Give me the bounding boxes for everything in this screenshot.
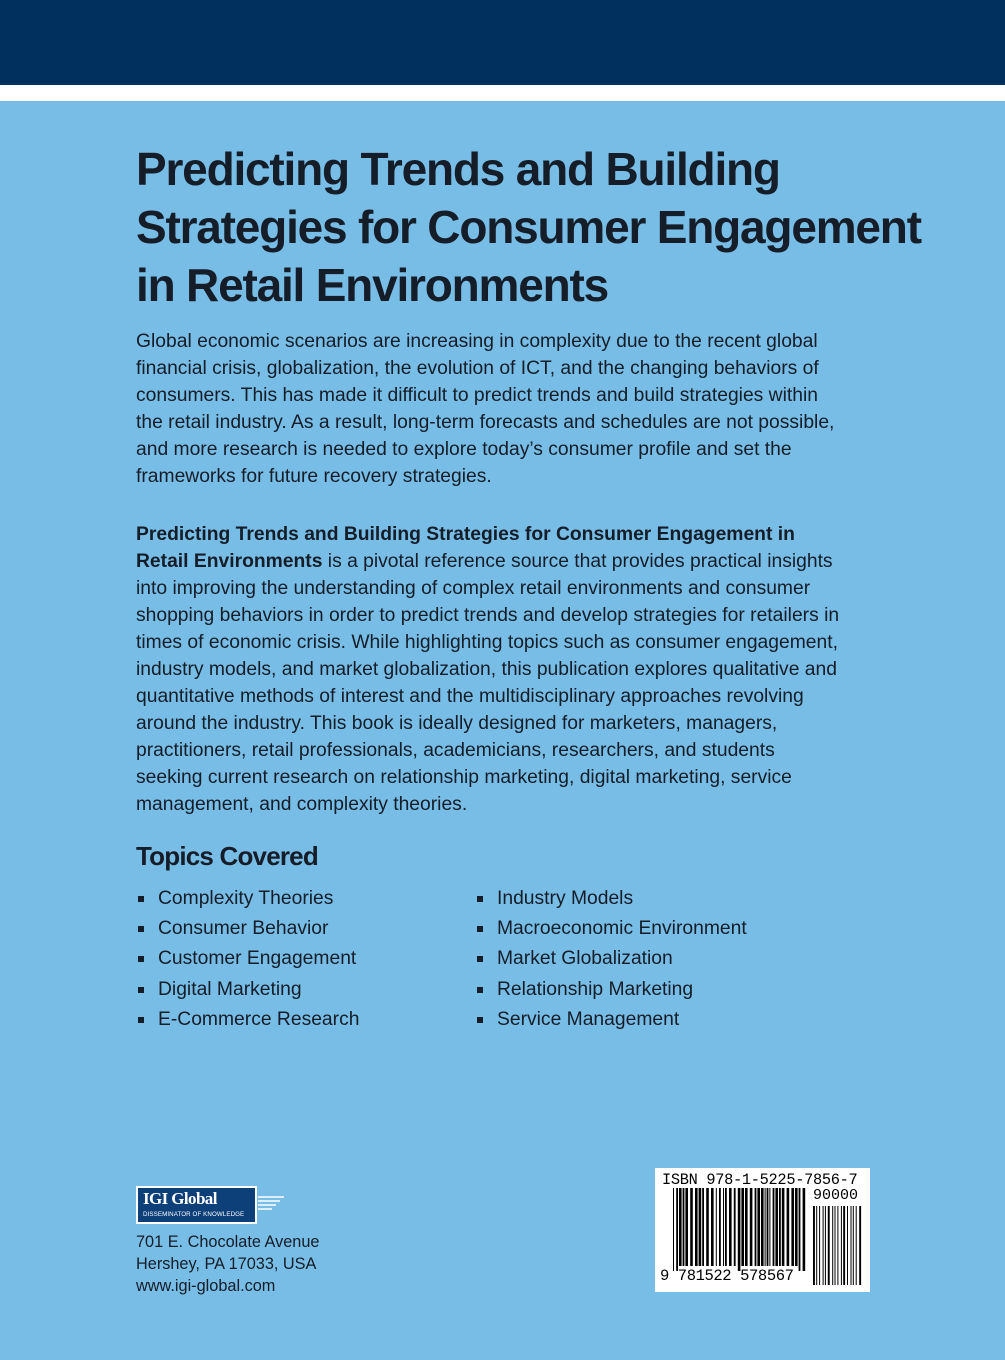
barcode-bar	[729, 1188, 732, 1266]
barcode-bar	[723, 1188, 724, 1266]
price-addon: 90000	[813, 1187, 859, 1204]
description-line: seeking current research on relationship marketing, digital marketing, service	[136, 767, 792, 788]
barcode-bar	[773, 1188, 775, 1266]
square-bullet-icon	[138, 926, 144, 932]
barcode-bar	[835, 1206, 836, 1285]
barcode-bar	[843, 1206, 845, 1285]
intro-line: and more research is needed to explore today’s consumer profile and set the	[136, 439, 792, 460]
topic-label: Industry Models	[497, 888, 634, 909]
barcode-bar	[757, 1188, 760, 1266]
description-line: times of economic crisis. While highlighting topics such as consumer engagement,	[136, 632, 838, 653]
square-bullet-icon	[477, 987, 483, 993]
ean-digits: 9 781522 578567	[660, 1267, 794, 1285]
square-bullet-icon	[477, 956, 483, 962]
barcode-bar	[683, 1188, 685, 1266]
barcode-bar	[673, 1188, 674, 1271]
description-line	[136, 548, 881, 575]
description-line: practitioners, retail professionals, academicians, researchers, and students	[136, 740, 775, 761]
barcode-bar	[755, 1188, 757, 1266]
barcode-bar	[685, 1188, 688, 1266]
barcode-bar	[841, 1206, 842, 1285]
topic-label: E-Commerce Research	[158, 1008, 360, 1030]
address-line: 701 E. Chocolate Avenue	[136, 1233, 320, 1251]
topic-item	[475, 975, 747, 1005]
intro-line: consumers. This has made it difficult to predict trends and build strategies within	[136, 385, 818, 406]
book-title-inline: Retail Environments	[136, 551, 323, 572]
barcode-bar	[819, 1206, 820, 1285]
description-line: industry models, and market globalization, this publication explores qualitative and	[136, 659, 837, 680]
square-bullet-icon	[477, 896, 483, 902]
barcode-bar	[734, 1188, 736, 1266]
barcode-bar	[738, 1188, 741, 1271]
barcode-bar	[799, 1188, 801, 1271]
square-bullet-icon	[138, 987, 144, 993]
logo-tagline: DISSEMINATOR OF KNOWLEDGE	[143, 1211, 245, 1218]
logo-swoosh-icon	[258, 1195, 286, 1217]
barcode-bar	[791, 1188, 794, 1266]
barcode-bar	[813, 1206, 815, 1285]
barcode-bar	[825, 1206, 826, 1285]
barcode-bar	[837, 1206, 838, 1285]
topic-item	[136, 944, 359, 974]
topic-label: Market Globalization	[497, 948, 673, 970]
description-paragraph	[136, 521, 881, 818]
barcode-bar	[699, 1188, 702, 1266]
white-divider-stripe	[0, 85, 1005, 101]
topic-item	[475, 884, 747, 914]
intro-paragraph	[136, 328, 881, 490]
barcode-bar	[761, 1188, 764, 1266]
barcode-bar	[832, 1206, 833, 1285]
description-text: is a pivotal reference source that provides practical insights	[322, 551, 833, 572]
title-line: Predicting Trends and Building	[136, 143, 780, 195]
barcode-bar	[803, 1188, 806, 1271]
topic-label: Relationship Marketing	[497, 978, 694, 1000]
website-link[interactable]: www.igi-global.com	[136, 1277, 276, 1295]
title-line: Strategies for Consumer Engagement	[136, 201, 921, 253]
barcode-bar	[856, 1206, 857, 1285]
isbn-barcode	[655, 1168, 870, 1292]
barcode-bar	[676, 1188, 678, 1271]
barcode-bar	[690, 1188, 693, 1266]
barcode-bar	[769, 1188, 770, 1266]
logo-name: IGI Global	[143, 1189, 217, 1208]
intro-line: Global economic scenarios are increasing in complexity due to the recent global	[136, 331, 818, 352]
topic-item	[136, 884, 359, 914]
barcode-bar	[719, 1188, 721, 1266]
description-line: management, and complexity theories.	[136, 794, 468, 815]
intro-line: the retail industry. As a result, long-term forecasts and schedules are not possible,	[136, 412, 835, 433]
barcode-bar	[775, 1188, 778, 1266]
top-color-band	[0, 0, 1005, 85]
topic-item	[475, 944, 747, 974]
igi-global-logo	[136, 1186, 257, 1224]
topic-item	[136, 914, 359, 944]
topic-label: Complexity Theories	[158, 888, 334, 909]
barcode-bar	[716, 1188, 717, 1266]
topics-list-right	[475, 884, 747, 1035]
topics-list-left	[136, 884, 359, 1035]
description-line	[136, 521, 881, 548]
barcode-bar	[745, 1188, 748, 1266]
title-line: in Retail Environments	[136, 259, 609, 311]
barcode-bar	[859, 1206, 861, 1285]
barcode-bar	[847, 1206, 848, 1285]
barcode-bar	[702, 1188, 704, 1266]
barcode-bar	[828, 1206, 830, 1285]
isbn-label: ISBN 978-1-5225-7856-7	[662, 1171, 858, 1189]
barcode-bar	[741, 1188, 744, 1266]
topic-item	[136, 1005, 359, 1035]
topic-label: Consumer Behavior	[158, 918, 329, 940]
topic-item	[136, 975, 359, 1005]
barcode-bar	[706, 1188, 709, 1266]
barcode-bar	[853, 1206, 854, 1285]
book-title-inline: Predicting Trends and Building Strategies for Consumer Engagement in	[136, 524, 795, 545]
barcode-bar	[823, 1206, 824, 1285]
book-title	[136, 140, 921, 314]
intro-line: frameworks for future recovery strategies.	[136, 466, 492, 487]
topic-label: Customer Engagement	[158, 948, 357, 970]
description-line: around the industry. This book is ideally designed for marketers, managers,	[136, 713, 778, 734]
topic-label: Macroeconomic Environment	[497, 918, 747, 940]
barcode-bar	[711, 1188, 714, 1266]
description-line: quantitative methods of interest and the multidisciplinary approaches revolving	[136, 686, 804, 707]
topic-item	[475, 1005, 747, 1035]
barcode-bar	[782, 1188, 785, 1266]
publisher-address	[136, 1231, 319, 1297]
square-bullet-icon	[477, 1017, 483, 1023]
barcode-bar	[787, 1188, 790, 1266]
description-line: into improving the understanding of complex retail environments and consumer	[136, 578, 811, 599]
barcode-bar	[795, 1188, 798, 1266]
barcode-bar	[767, 1188, 769, 1266]
barcode-bar	[725, 1188, 727, 1266]
barcode-bar	[750, 1188, 753, 1266]
barcode-bar	[851, 1206, 852, 1285]
topic-label: Service Management	[497, 1008, 680, 1030]
address-line: Hershey, PA 17033, USA	[136, 1255, 317, 1273]
barcode-bar	[816, 1206, 817, 1285]
topic-item	[475, 914, 747, 944]
square-bullet-icon	[477, 926, 483, 932]
square-bullet-icon	[138, 956, 144, 962]
description-line: shopping behaviors in order to predict trends and develop strategies for retailers in	[136, 605, 840, 626]
barcode-bar	[779, 1188, 781, 1266]
square-bullet-icon	[138, 896, 144, 902]
intro-line: financial crisis, globalization, the evolution of ICT, and the changing behaviors of	[136, 358, 819, 379]
square-bullet-icon	[138, 1017, 144, 1023]
barcode-bar	[695, 1188, 698, 1266]
barcode-bar	[765, 1188, 766, 1266]
topic-label: Digital Marketing	[158, 978, 302, 1000]
topics-heading: Topics Covered	[136, 841, 318, 871]
barcode-bar	[679, 1188, 682, 1266]
